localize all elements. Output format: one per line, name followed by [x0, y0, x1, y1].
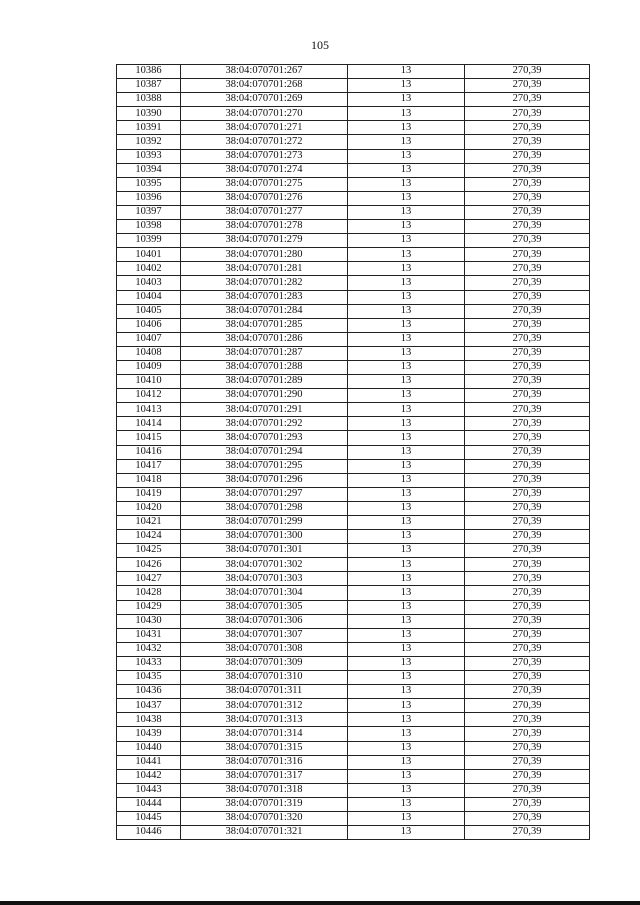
- cell-cadastral-number: 38:04:070701:289: [181, 375, 348, 389]
- cell-value: 270,39: [465, 544, 590, 558]
- cell-number: 10413: [117, 403, 181, 417]
- cell-value: 270,39: [465, 191, 590, 205]
- table-row: [117, 811, 590, 825]
- table-row: [117, 685, 590, 699]
- cell-quantity: 13: [348, 516, 465, 530]
- table-row: [117, 375, 590, 389]
- cell-cadastral-number: 38:04:070701:311: [181, 685, 348, 699]
- cell-cadastral-number: 38:04:070701:272: [181, 135, 348, 149]
- cell-cadastral-number: 38:04:070701:278: [181, 220, 348, 234]
- table-row: [117, 304, 590, 318]
- cell-number: 10416: [117, 445, 181, 459]
- table-row: [117, 262, 590, 276]
- cell-number: 10438: [117, 713, 181, 727]
- table-row: [117, 135, 590, 149]
- cell-value: 270,39: [465, 614, 590, 628]
- cell-number: 10402: [117, 262, 181, 276]
- table-row: [117, 501, 590, 515]
- cell-value: 270,39: [465, 572, 590, 586]
- table-row: [117, 755, 590, 769]
- cell-quantity: 13: [348, 79, 465, 93]
- table-row: [117, 487, 590, 501]
- cell-quantity: 13: [348, 163, 465, 177]
- table-row: [117, 826, 590, 840]
- cell-number: 10417: [117, 459, 181, 473]
- cell-value: 270,39: [465, 826, 590, 840]
- cell-number: 10431: [117, 628, 181, 642]
- cell-value: 270,39: [465, 755, 590, 769]
- registry-table-body: [117, 65, 590, 840]
- cell-quantity: 13: [348, 572, 465, 586]
- cell-quantity: 13: [348, 473, 465, 487]
- cell-cadastral-number: 38:04:070701:269: [181, 93, 348, 107]
- cell-quantity: 13: [348, 487, 465, 501]
- cell-number: 10405: [117, 304, 181, 318]
- cell-number: 10442: [117, 769, 181, 783]
- cell-value: 270,39: [465, 220, 590, 234]
- cell-cadastral-number: 38:04:070701:294: [181, 445, 348, 459]
- table-row: [117, 149, 590, 163]
- cell-cadastral-number: 38:04:070701:301: [181, 544, 348, 558]
- cell-number: 10390: [117, 107, 181, 121]
- cell-cadastral-number: 38:04:070701:310: [181, 671, 348, 685]
- cell-value: 270,39: [465, 79, 590, 93]
- cell-quantity: 13: [348, 248, 465, 262]
- cell-value: 270,39: [465, 811, 590, 825]
- cell-quantity: 13: [348, 93, 465, 107]
- cell-value: 270,39: [465, 431, 590, 445]
- cell-value: 270,39: [465, 93, 590, 107]
- cell-value: 270,39: [465, 375, 590, 389]
- cell-cadastral-number: 38:04:070701:284: [181, 304, 348, 318]
- table-row: [117, 234, 590, 248]
- cell-value: 270,39: [465, 797, 590, 811]
- table-row: [117, 79, 590, 93]
- cell-quantity: 13: [348, 671, 465, 685]
- cell-quantity: 13: [348, 811, 465, 825]
- cell-value: 270,39: [465, 656, 590, 670]
- table-row: [117, 220, 590, 234]
- cell-value: 270,39: [465, 642, 590, 656]
- cell-cadastral-number: 38:04:070701:312: [181, 699, 348, 713]
- cell-quantity: 13: [348, 135, 465, 149]
- table-row: [117, 713, 590, 727]
- cell-quantity: 13: [348, 586, 465, 600]
- cell-number: 10412: [117, 389, 181, 403]
- cell-quantity: 13: [348, 304, 465, 318]
- cell-number: 10414: [117, 417, 181, 431]
- table-row: [117, 107, 590, 121]
- cell-quantity: 13: [348, 530, 465, 544]
- cell-quantity: 13: [348, 699, 465, 713]
- table-row: [117, 473, 590, 487]
- cell-quantity: 13: [348, 755, 465, 769]
- cell-number: 10394: [117, 163, 181, 177]
- cell-quantity: 13: [348, 318, 465, 332]
- cell-cadastral-number: 38:04:070701:282: [181, 276, 348, 290]
- cell-cadastral-number: 38:04:070701:292: [181, 417, 348, 431]
- cell-quantity: 13: [348, 389, 465, 403]
- cell-cadastral-number: 38:04:070701:279: [181, 234, 348, 248]
- table-row: [117, 403, 590, 417]
- cell-quantity: 13: [348, 614, 465, 628]
- cell-value: 270,39: [465, 685, 590, 699]
- table-row: [117, 163, 590, 177]
- cell-value: 270,39: [465, 558, 590, 572]
- cell-quantity: 13: [348, 262, 465, 276]
- cell-cadastral-number: 38:04:070701:286: [181, 332, 348, 346]
- cell-quantity: 13: [348, 332, 465, 346]
- cell-quantity: 13: [348, 346, 465, 360]
- cell-cadastral-number: 38:04:070701:302: [181, 558, 348, 572]
- cell-quantity: 13: [348, 544, 465, 558]
- cell-number: 10418: [117, 473, 181, 487]
- table-row: [117, 586, 590, 600]
- cell-value: 270,39: [465, 65, 590, 79]
- cell-cadastral-number: 38:04:070701:271: [181, 121, 348, 135]
- cell-number: 10435: [117, 671, 181, 685]
- cell-value: 270,39: [465, 163, 590, 177]
- cell-value: 270,39: [465, 205, 590, 219]
- cell-value: 270,39: [465, 304, 590, 318]
- cell-value: 270,39: [465, 699, 590, 713]
- cell-number: 10429: [117, 600, 181, 614]
- cell-value: 270,39: [465, 417, 590, 431]
- cell-cadastral-number: 38:04:070701:287: [181, 346, 348, 360]
- cell-value: 270,39: [465, 262, 590, 276]
- cell-value: 270,39: [465, 290, 590, 304]
- table-row: [117, 600, 590, 614]
- cell-value: 270,39: [465, 769, 590, 783]
- cell-value: 270,39: [465, 346, 590, 360]
- cell-number: 10436: [117, 685, 181, 699]
- cell-number: 10439: [117, 727, 181, 741]
- page-bottom-edge: [0, 901, 640, 905]
- cell-value: 270,39: [465, 332, 590, 346]
- table-row: [117, 516, 590, 530]
- cell-number: 10444: [117, 797, 181, 811]
- cell-number: 10415: [117, 431, 181, 445]
- cell-number: 10427: [117, 572, 181, 586]
- cell-quantity: 13: [348, 558, 465, 572]
- cell-value: 270,39: [465, 177, 590, 191]
- cell-value: 270,39: [465, 445, 590, 459]
- registry-table: [116, 64, 590, 840]
- table-row: [117, 530, 590, 544]
- cell-value: 270,39: [465, 135, 590, 149]
- table-row: [117, 177, 590, 191]
- cell-number: 10424: [117, 530, 181, 544]
- cell-number: 10430: [117, 614, 181, 628]
- cell-number: 10441: [117, 755, 181, 769]
- cell-value: 270,39: [465, 389, 590, 403]
- cell-cadastral-number: 38:04:070701:303: [181, 572, 348, 586]
- cell-value: 270,39: [465, 783, 590, 797]
- table-row: [117, 205, 590, 219]
- cell-cadastral-number: 38:04:070701:313: [181, 713, 348, 727]
- cell-cadastral-number: 38:04:070701:304: [181, 586, 348, 600]
- cell-number: 10446: [117, 826, 181, 840]
- cell-cadastral-number: 38:04:070701:274: [181, 163, 348, 177]
- cell-cadastral-number: 38:04:070701:318: [181, 783, 348, 797]
- cell-quantity: 13: [348, 234, 465, 248]
- cell-cadastral-number: 38:04:070701:283: [181, 290, 348, 304]
- table-row: [117, 93, 590, 107]
- cell-cadastral-number: 38:04:070701:270: [181, 107, 348, 121]
- cell-quantity: 13: [348, 65, 465, 79]
- cell-value: 270,39: [465, 318, 590, 332]
- cell-quantity: 13: [348, 121, 465, 135]
- table-row: [117, 417, 590, 431]
- table-row: [117, 290, 590, 304]
- cell-quantity: 13: [348, 107, 465, 121]
- cell-quantity: 13: [348, 501, 465, 515]
- cell-cadastral-number: 38:04:070701:314: [181, 727, 348, 741]
- cell-value: 270,39: [465, 628, 590, 642]
- cell-value: 270,39: [465, 459, 590, 473]
- cell-quantity: 13: [348, 191, 465, 205]
- table-row: [117, 558, 590, 572]
- cell-quantity: 13: [348, 713, 465, 727]
- cell-cadastral-number: 38:04:070701:280: [181, 248, 348, 262]
- cell-value: 270,39: [465, 487, 590, 501]
- cell-quantity: 13: [348, 642, 465, 656]
- cell-number: 10443: [117, 783, 181, 797]
- table-row: [117, 699, 590, 713]
- cell-quantity: 13: [348, 276, 465, 290]
- cell-number: 10445: [117, 811, 181, 825]
- cell-value: 270,39: [465, 530, 590, 544]
- cell-cadastral-number: 38:04:070701:297: [181, 487, 348, 501]
- cell-quantity: 13: [348, 783, 465, 797]
- page-number: 105: [311, 38, 329, 52]
- table-row: [117, 572, 590, 586]
- cell-value: 270,39: [465, 234, 590, 248]
- table-row: [117, 459, 590, 473]
- cell-value: 270,39: [465, 727, 590, 741]
- cell-quantity: 13: [348, 459, 465, 473]
- cell-number: 10387: [117, 79, 181, 93]
- cell-cadastral-number: 38:04:070701:267: [181, 65, 348, 79]
- cell-number: 10426: [117, 558, 181, 572]
- cell-value: 270,39: [465, 473, 590, 487]
- cell-cadastral-number: 38:04:070701:307: [181, 628, 348, 642]
- cell-number: 10406: [117, 318, 181, 332]
- cell-number: 10428: [117, 586, 181, 600]
- cell-cadastral-number: 38:04:070701:305: [181, 600, 348, 614]
- cell-cadastral-number: 38:04:070701:268: [181, 79, 348, 93]
- cell-number: 10408: [117, 346, 181, 360]
- cell-number: 10421: [117, 516, 181, 530]
- table-row: [117, 248, 590, 262]
- table-row: [117, 346, 590, 360]
- cell-value: 270,39: [465, 276, 590, 290]
- cell-cadastral-number: 38:04:070701:285: [181, 318, 348, 332]
- cell-value: 270,39: [465, 671, 590, 685]
- table-row: [117, 614, 590, 628]
- cell-number: 10419: [117, 487, 181, 501]
- cell-quantity: 13: [348, 741, 465, 755]
- cell-quantity: 13: [348, 685, 465, 699]
- cell-quantity: 13: [348, 600, 465, 614]
- cell-quantity: 13: [348, 375, 465, 389]
- cell-number: 10420: [117, 501, 181, 515]
- cell-cadastral-number: 38:04:070701:273: [181, 149, 348, 163]
- cell-number: 10388: [117, 93, 181, 107]
- table-row: [117, 65, 590, 79]
- cell-quantity: 13: [348, 628, 465, 642]
- table-row: [117, 783, 590, 797]
- table-row: [117, 445, 590, 459]
- cell-cadastral-number: 38:04:070701:316: [181, 755, 348, 769]
- table-row: [117, 191, 590, 205]
- cell-number: 10392: [117, 135, 181, 149]
- cell-cadastral-number: 38:04:070701:319: [181, 797, 348, 811]
- cell-number: 10393: [117, 149, 181, 163]
- cell-number: 10425: [117, 544, 181, 558]
- table-row: [117, 332, 590, 346]
- cell-quantity: 13: [348, 727, 465, 741]
- cell-cadastral-number: 38:04:070701:321: [181, 826, 348, 840]
- cell-quantity: 13: [348, 177, 465, 191]
- cell-number: 10432: [117, 642, 181, 656]
- cell-quantity: 13: [348, 769, 465, 783]
- cell-number: 10395: [117, 177, 181, 191]
- cell-quantity: 13: [348, 431, 465, 445]
- cell-cadastral-number: 38:04:070701:288: [181, 360, 348, 374]
- cell-cadastral-number: 38:04:070701:299: [181, 516, 348, 530]
- cell-cadastral-number: 38:04:070701:315: [181, 741, 348, 755]
- cell-value: 270,39: [465, 360, 590, 374]
- cell-number: 10397: [117, 205, 181, 219]
- cell-cadastral-number: 38:04:070701:293: [181, 431, 348, 445]
- cell-cadastral-number: 38:04:070701:291: [181, 403, 348, 417]
- cell-cadastral-number: 38:04:070701:306: [181, 614, 348, 628]
- cell-number: 10403: [117, 276, 181, 290]
- table-row: [117, 276, 590, 290]
- cell-quantity: 13: [348, 445, 465, 459]
- cell-cadastral-number: 38:04:070701:281: [181, 262, 348, 276]
- table-row: [117, 741, 590, 755]
- cell-cadastral-number: 38:04:070701:300: [181, 530, 348, 544]
- cell-cadastral-number: 38:04:070701:308: [181, 642, 348, 656]
- cell-value: 270,39: [465, 248, 590, 262]
- cell-quantity: 13: [348, 290, 465, 304]
- cell-quantity: 13: [348, 220, 465, 234]
- cell-cadastral-number: 38:04:070701:276: [181, 191, 348, 205]
- cell-value: 270,39: [465, 149, 590, 163]
- cell-cadastral-number: 38:04:070701:320: [181, 811, 348, 825]
- cell-cadastral-number: 38:04:070701:290: [181, 389, 348, 403]
- table-row: [117, 121, 590, 135]
- cell-value: 270,39: [465, 713, 590, 727]
- cell-quantity: 13: [348, 826, 465, 840]
- cell-number: 10399: [117, 234, 181, 248]
- table-row: [117, 797, 590, 811]
- cell-value: 270,39: [465, 586, 590, 600]
- cell-number: 10433: [117, 656, 181, 670]
- cell-value: 270,39: [465, 600, 590, 614]
- table-row: [117, 642, 590, 656]
- cell-value: 270,39: [465, 107, 590, 121]
- cell-number: 10398: [117, 220, 181, 234]
- cell-cadastral-number: 38:04:070701:309: [181, 656, 348, 670]
- table-row: [117, 671, 590, 685]
- cell-quantity: 13: [348, 417, 465, 431]
- cell-number: 10437: [117, 699, 181, 713]
- table-row: [117, 769, 590, 783]
- cell-cadastral-number: 38:04:070701:317: [181, 769, 348, 783]
- cell-number: 10410: [117, 375, 181, 389]
- cell-number: 10404: [117, 290, 181, 304]
- cell-value: 270,39: [465, 516, 590, 530]
- cell-quantity: 13: [348, 149, 465, 163]
- cell-cadastral-number: 38:04:070701:277: [181, 205, 348, 219]
- cell-number: 10391: [117, 121, 181, 135]
- cell-number: 10407: [117, 332, 181, 346]
- cell-number: 10386: [117, 65, 181, 79]
- table-row: [117, 656, 590, 670]
- cell-value: 270,39: [465, 501, 590, 515]
- cell-cadastral-number: 38:04:070701:295: [181, 459, 348, 473]
- cell-value: 270,39: [465, 741, 590, 755]
- table-row: [117, 628, 590, 642]
- cell-cadastral-number: 38:04:070701:275: [181, 177, 348, 191]
- cell-quantity: 13: [348, 360, 465, 374]
- cell-quantity: 13: [348, 656, 465, 670]
- table-row: [117, 318, 590, 332]
- cell-quantity: 13: [348, 205, 465, 219]
- cell-cadastral-number: 38:04:070701:296: [181, 473, 348, 487]
- table-row: [117, 431, 590, 445]
- table-row: [117, 727, 590, 741]
- cell-value: 270,39: [465, 121, 590, 135]
- table-row: [117, 544, 590, 558]
- cell-cadastral-number: 38:04:070701:298: [181, 501, 348, 515]
- table-row: [117, 360, 590, 374]
- table-row: [117, 389, 590, 403]
- cell-number: 10409: [117, 360, 181, 374]
- cell-number: 10401: [117, 248, 181, 262]
- cell-number: 10440: [117, 741, 181, 755]
- cell-quantity: 13: [348, 797, 465, 811]
- cell-number: 10396: [117, 191, 181, 205]
- cell-value: 270,39: [465, 403, 590, 417]
- cell-quantity: 13: [348, 403, 465, 417]
